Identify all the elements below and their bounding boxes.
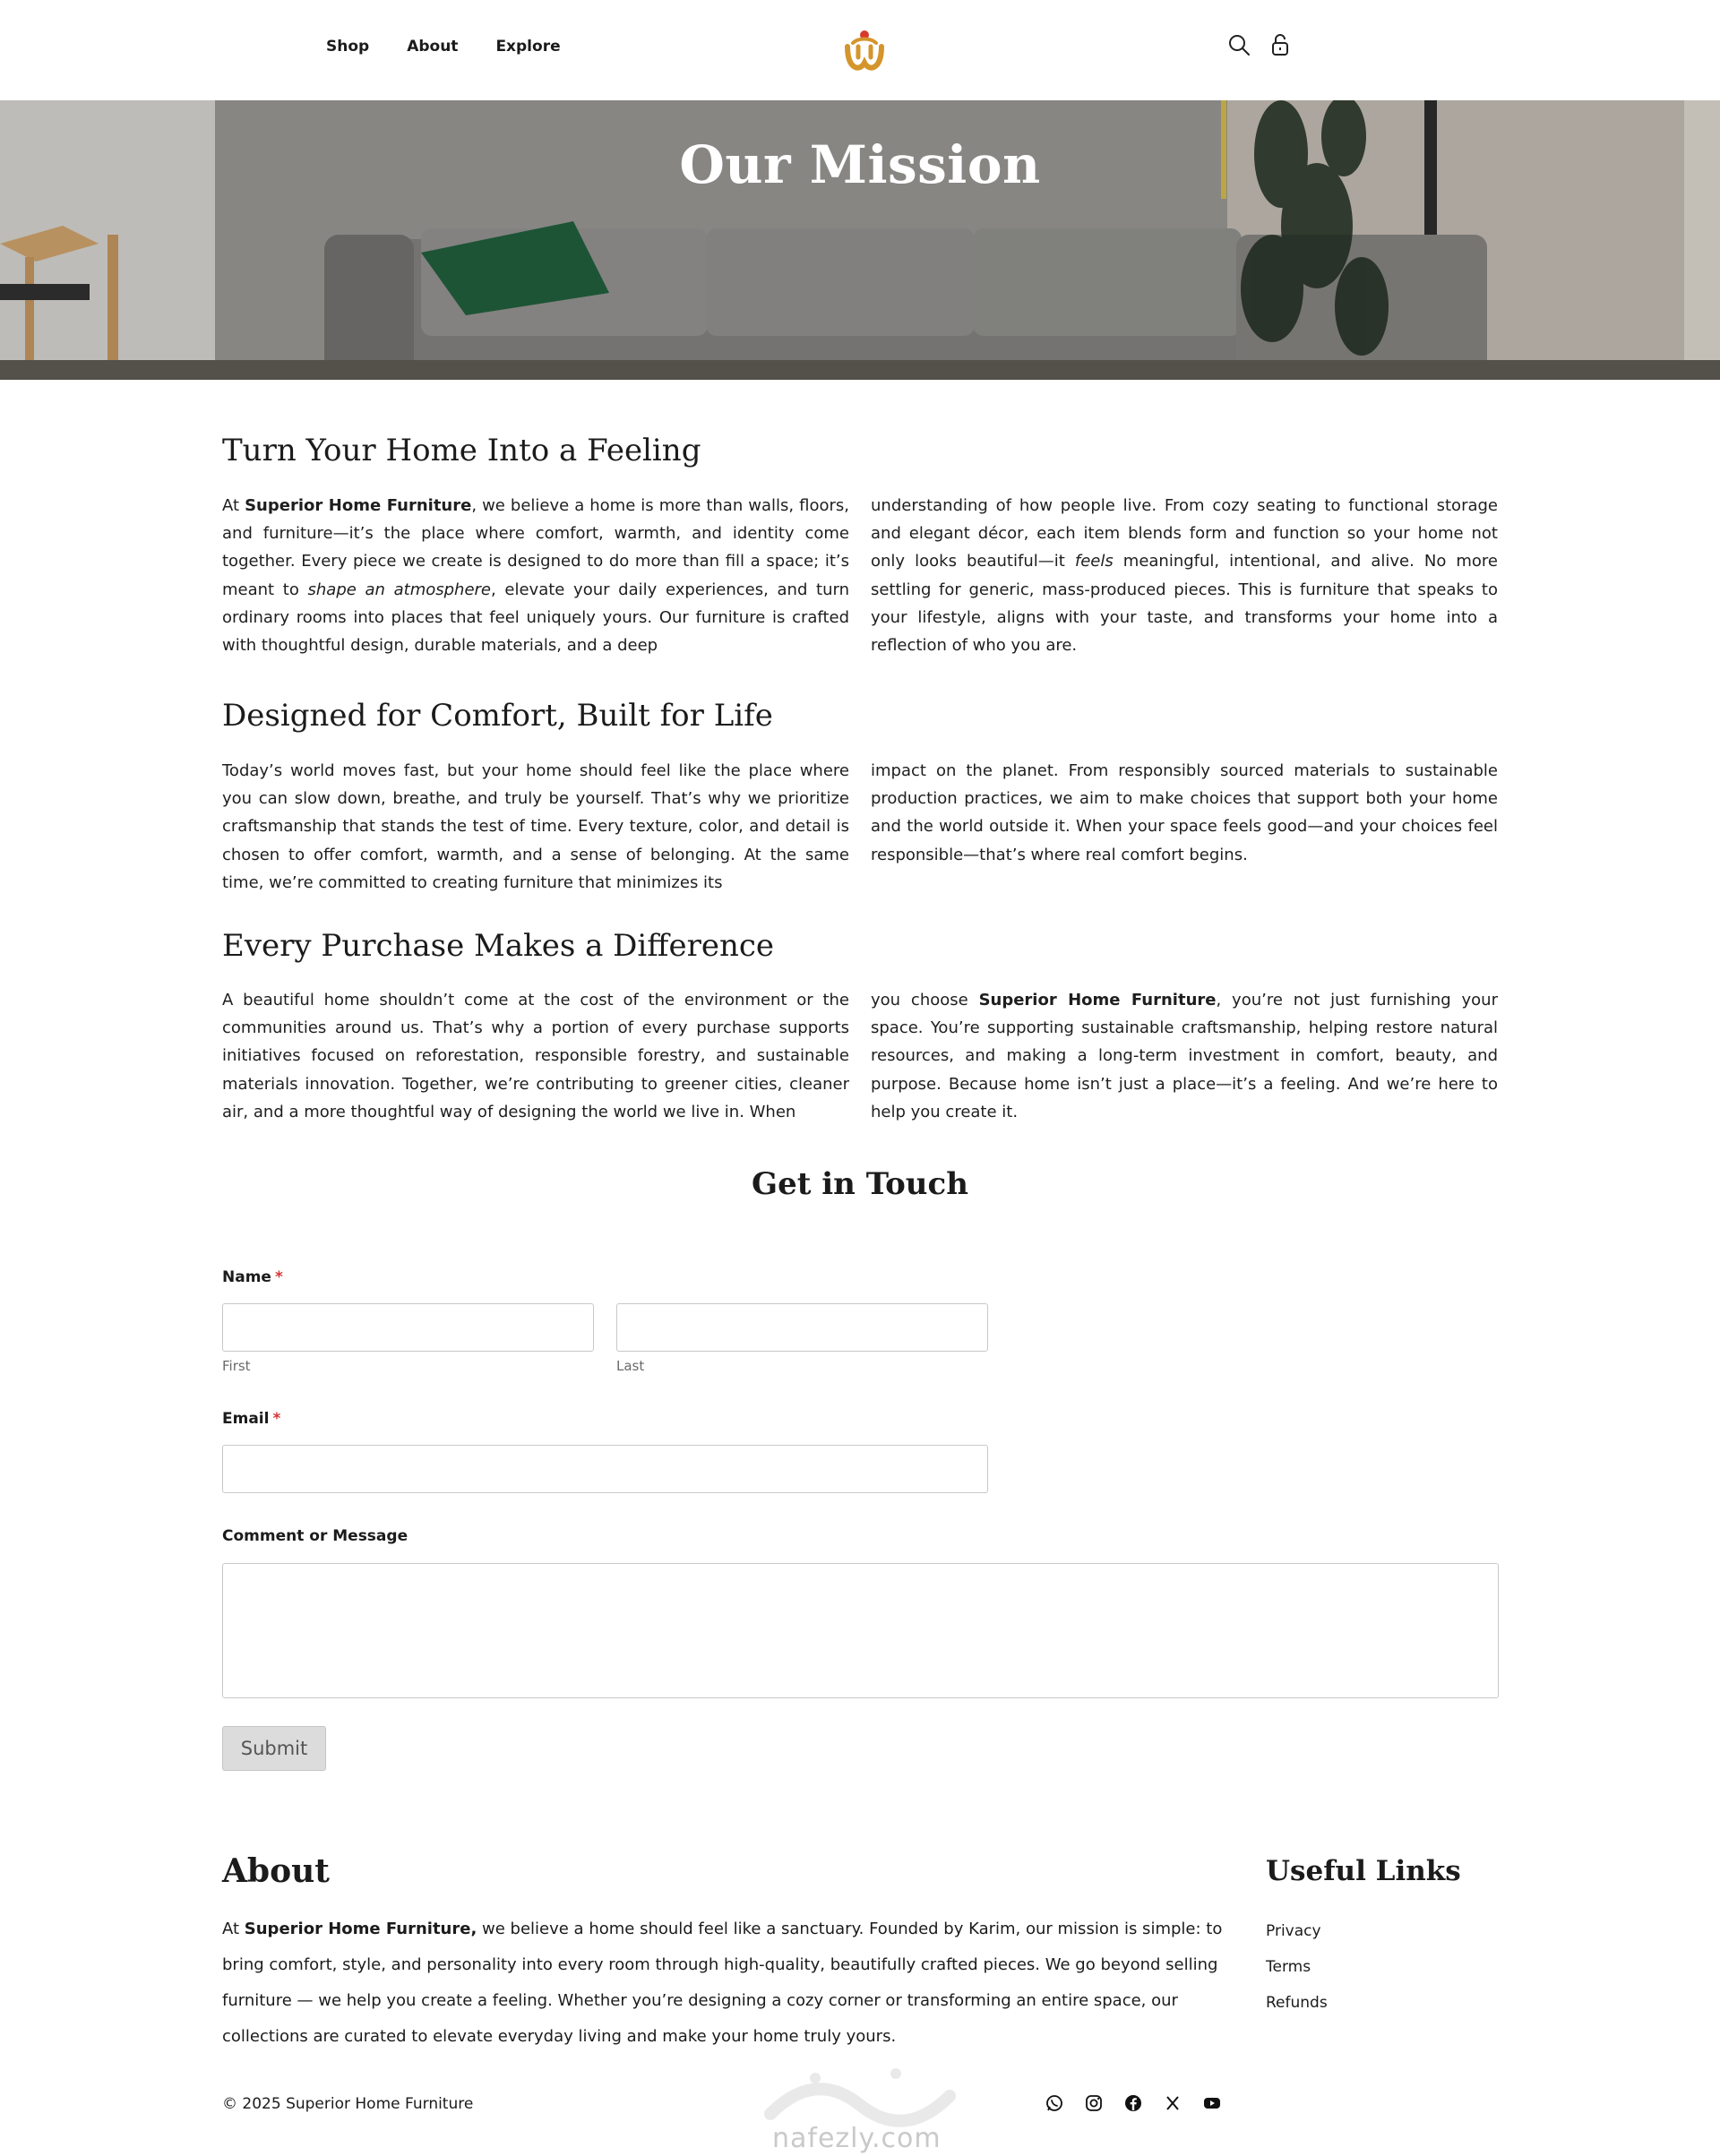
nav-about[interactable]: About [407, 38, 459, 56]
text-run: meaningful, intentional, and alive. No more settling for generic, mass-produced pieces. This is furniture that speaks to your lifestyle, aligns with your taste, and transforms your home into a reflection of who you are. [871, 552, 1499, 656]
footer-about-text [222, 1911, 1234, 2055]
message-textarea[interactable] [222, 1563, 1499, 1698]
last-name-input[interactable] [616, 1303, 988, 1352]
whatsapp-icon[interactable] [1045, 2093, 1064, 2113]
section-feeling-left [222, 492, 849, 659]
section-comfort-left: Today’s world moves fast, but your home should feel like the place where you can slow down, breathe, and truly be yourself. That’s why we prioritize craftsmanship that stands the test of time. Every texture, color, and detail is chosen to offer comfort, warmth, and a sense of belonging. At the same time, we’re committed to creating furniture that minimizes its [222, 761, 849, 892]
instagram-icon[interactable] [1084, 2093, 1104, 2113]
main-nav [326, 38, 561, 56]
hero-title: Our Mission [679, 134, 1041, 195]
section-comfort-right: impact on the planet. From responsibly sourced materials to sustainable production practices, we aim to make choices that support both your home and the world outside it. When your space feels good—and your choices feel responsible—that’s where real comfort begins. [871, 761, 1498, 864]
email-label-text: Email [222, 1410, 270, 1428]
name-label [222, 1268, 283, 1286]
link-terms[interactable]: Terms [1266, 1958, 1312, 1976]
text-run: At [222, 496, 245, 515]
text-run: you choose [871, 991, 979, 1009]
link-refunds[interactable]: Refunds [1266, 1994, 1328, 2012]
emphasis: shape an atmosphere [307, 580, 492, 599]
submit-button[interactable]: Submit [222, 1726, 326, 1771]
emphasis: feels [1074, 552, 1114, 571]
copyright: © 2025 Superior Home Furniture [222, 2095, 474, 2113]
text-run: understanding of how people live. From cozy seating to functional storage and elegant décor, each item blends form and function so your home not only looks beautiful—it [871, 496, 1498, 571]
site-header [0, 0, 1720, 100]
logo-icon[interactable] [840, 27, 889, 75]
section-feeling-right [871, 492, 1498, 659]
text-run: , we believe a home is more than walls, floors, and furniture—it’s the place where comfort, warmth, and identity come together. Every piece we create is designed to do more than fill a space; it’s meant to [222, 496, 849, 599]
text-run: At [222, 1920, 245, 1938]
email-label [222, 1410, 280, 1428]
brand-name: Superior Home Furniture, [244, 1920, 477, 1938]
nav-shop[interactable]: Shop [326, 38, 370, 56]
social-links [1045, 2093, 1222, 2113]
message-label: Comment or Message [222, 1527, 408, 1545]
section-title-feeling: Turn Your Home Into a Feeling [222, 433, 701, 468]
section-difference-left: A beautiful home shouldn’t come at the cost of the environment or the communities around us. That’s why a portion of every purchase supports initiatives focused on reforestation, responsible forestry, and sustainable materials innovation. Together, we’re contributing to greener cities, cleaner air, and a more thoughtful way of designing the world we live in. When [222, 991, 849, 1121]
first-name-input[interactable] [222, 1303, 594, 1352]
footer-about-title: About [222, 1852, 330, 1890]
youtube-icon[interactable] [1202, 2093, 1222, 2113]
required-mark: * [274, 1268, 283, 1286]
brand-name: Superior Home Furniture [978, 991, 1217, 1009]
link-privacy[interactable]: Privacy [1266, 1922, 1321, 1940]
section-difference-right [871, 986, 1498, 1126]
x-icon[interactable] [1163, 2093, 1182, 2113]
section-title-difference: Every Purchase Makes a Difference [222, 928, 775, 964]
search-icon[interactable] [1226, 32, 1251, 57]
lock-icon[interactable] [1268, 32, 1293, 57]
first-sublabel: First [222, 1358, 251, 1374]
text-run: , elevate your daily experiences, and turn ordinary rooms into places that feel uniquely yours. Our furniture is crafted with thoughtful design, durable materials, and a deep [222, 580, 849, 656]
contact-title: Get in Touch [752, 1166, 968, 1202]
nav-explore[interactable]: Explore [495, 38, 561, 56]
watermark-text: nafezly.com [772, 2123, 942, 2154]
hero-banner [0, 100, 1720, 380]
required-mark: * [272, 1410, 281, 1428]
header-actions [1226, 32, 1293, 57]
footer-links-title: Useful Links [1266, 1855, 1461, 1887]
facebook-icon[interactable] [1123, 2093, 1143, 2113]
text-run: we believe a home should feel like a sanctuary. Founded by Karim, our mission is simple: to bring comfort, style, and personality into every room through high-quality, beautifully crafted pieces. We go beyond selling furniture — we help you create a feeling. Whether you’re designing a cozy corner or transforming an entire space, our collections are curated to elevate everyday living and make your home truly yours. [222, 1920, 1223, 2046]
last-sublabel: Last [616, 1358, 645, 1374]
text-run: , you’re not just furnishing your space. You’re supporting sustainable craftsmanship, helping restore natural resources, and making a long-term investment in comfort, beauty, and purpose. Because home isn’t just a place—it’s a feeling. And we’re here to help you create it. [871, 991, 1498, 1121]
name-label-text: Name [222, 1268, 271, 1286]
brand-name: Superior Home Furniture [245, 496, 472, 515]
section-title-comfort: Designed for Comfort, Built for Life [222, 698, 773, 734]
email-field[interactable] [222, 1445, 988, 1493]
